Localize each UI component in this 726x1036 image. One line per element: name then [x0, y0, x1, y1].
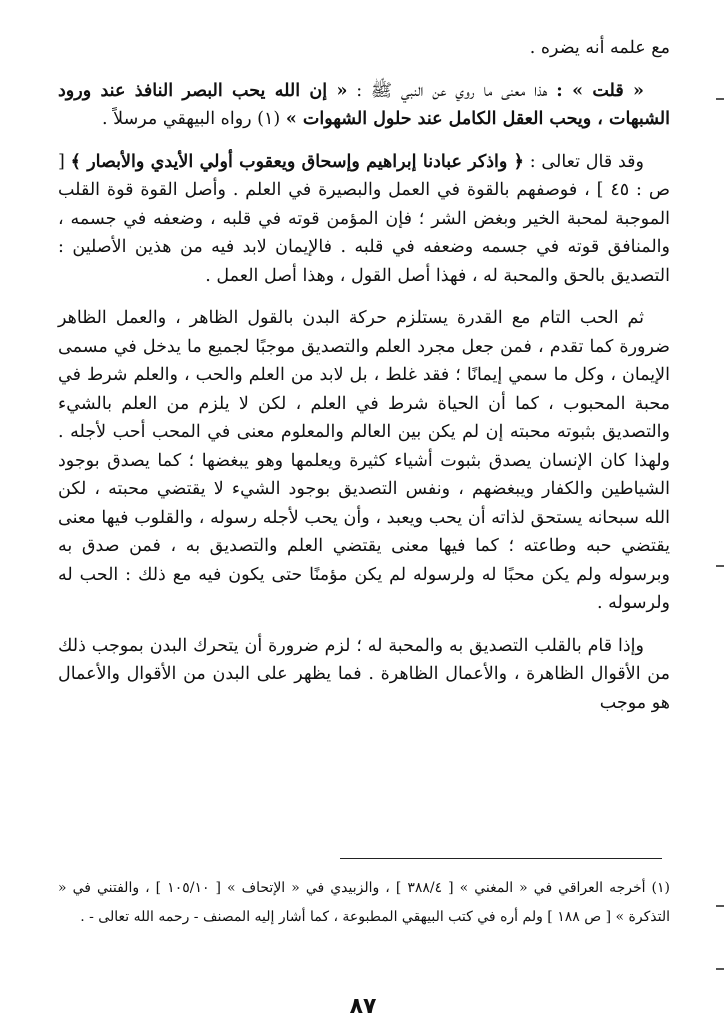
- verse-paragraph: [58, 148, 670, 291]
- paragraph-heart-and-body: وإذا قام بالقلب التصديق به والمحبة له ؛ لزم ضرورة أن يتحرك البدن بموجب ذلك من الأقوال الظاهرة ، والأعمال الظاهرة . فما يظهر على البدن من الأقوال والأعمال هو موجب: [58, 635, 670, 713]
- page-body: [58, 34, 670, 717]
- hadith-intro: هذا معنى ما روي عن النبي ﷺ :: [356, 80, 548, 101]
- page-number: ٨٧: [349, 994, 377, 1019]
- verse-intro: وقد قال تعالى :: [529, 151, 645, 172]
- footnote-1: (١) أخرجه العراقي في « المغني » [ ٣٨٨/٤ ] ، والزبيدي في « الإتحاف » [ ١٠٥/١٠ ] ، والفتني في « التذكرة » [ ص ١٨٨ ] ولم أره في كتب البيهقي المطبوعة ، كما أشار إليه المصنف - رحمه الله تعالى - .: [58, 880, 670, 925]
- intro-line: مع علمه أنه يضره .: [529, 38, 670, 58]
- margin-mark: [716, 968, 724, 970]
- verse-paragraph-rest: [ ص : ٤٥ ] ، فوصفهم بالقوة في العمل والبصيرة في العلم . وأصل القوة قوة القلب الموجبة لمحبة الخير وبغض الشر ؛ فإن المؤمن قوته في قلبه ، وضعفه في جسمه ، والمنافق قوته في جسمه وضعفه في قلبه . فالإيمان لابد فيه من هذين الأصلين : التصديق بالحق والمحبة له ، فهذا أصل القول ، وهذا أصل العمل .: [58, 151, 670, 286]
- footnote-separator: [340, 858, 662, 859]
- quran-verse: ﴿ واذكر عبادنا إبراهيم وإسحاق ويعقوب أولي الأيدي والأبصار ﴾: [70, 151, 524, 172]
- hadith-text: « إن الله يحب البصر النافذ عند ورود الشبهات ، ويحب العقل الكامل عند حلول الشهوات »: [58, 80, 670, 129]
- margin-mark: [716, 565, 724, 567]
- hadith-reference: (١) رواه البيهقي مرسلاً .: [102, 109, 281, 129]
- paragraph-love-and-belief: ثم الحب التام مع القدرة يستلزم حركة البدن بالقول الظاهر ، والعمل الظاهر ضرورة كما تقدم ، فمن جعل مجرد العلم والتصديق موجبًا لجميع ما يدخل في مسمى الإيمان ، وكل ما سمي إيمانًا ؛ فقد غلط ، بل لابد من العلم والحب ، والعلم شرط في محبة المحبوب ، كما أن الحياة شرط في العلم ، لكن لا يلزم من العلم بالشيء والتصديق بثبوته محبته إن لم يكن بين العالم والمعلوم معنى في المحب أحب لأجله . ولهذا كان الإنسان يصدق بثبوت أشياء كثيرة ويعلمها وهو يبغضها ؛ كما يصدق بوجود الشياطين والكفار ويبغضهم ، ونفس التصديق بوجود الشيء لا يقتضي محبته ، لكن الله سبحانه يستحق لذاته أن يحب ويعبد ، وأن يحب لأجله رسوله ، والقلوب فيها معنى يقتضي حبه وطاعته ؛ كما فيها معنى يقتضي العلم والتصديق به ، فمن صدق به وبرسوله ولم يكن محبًا له ولرسوله لم يكن مؤمنًا حتى يكون فيه مع ذلك : الحب له ولرسوله .: [58, 308, 670, 613]
- hadith-paragraph: [58, 77, 670, 134]
- footnotes: [58, 874, 670, 932]
- qultu-label: « قلت » :: [556, 80, 644, 101]
- margin-mark: [716, 905, 724, 907]
- margin-mark: [716, 98, 724, 100]
